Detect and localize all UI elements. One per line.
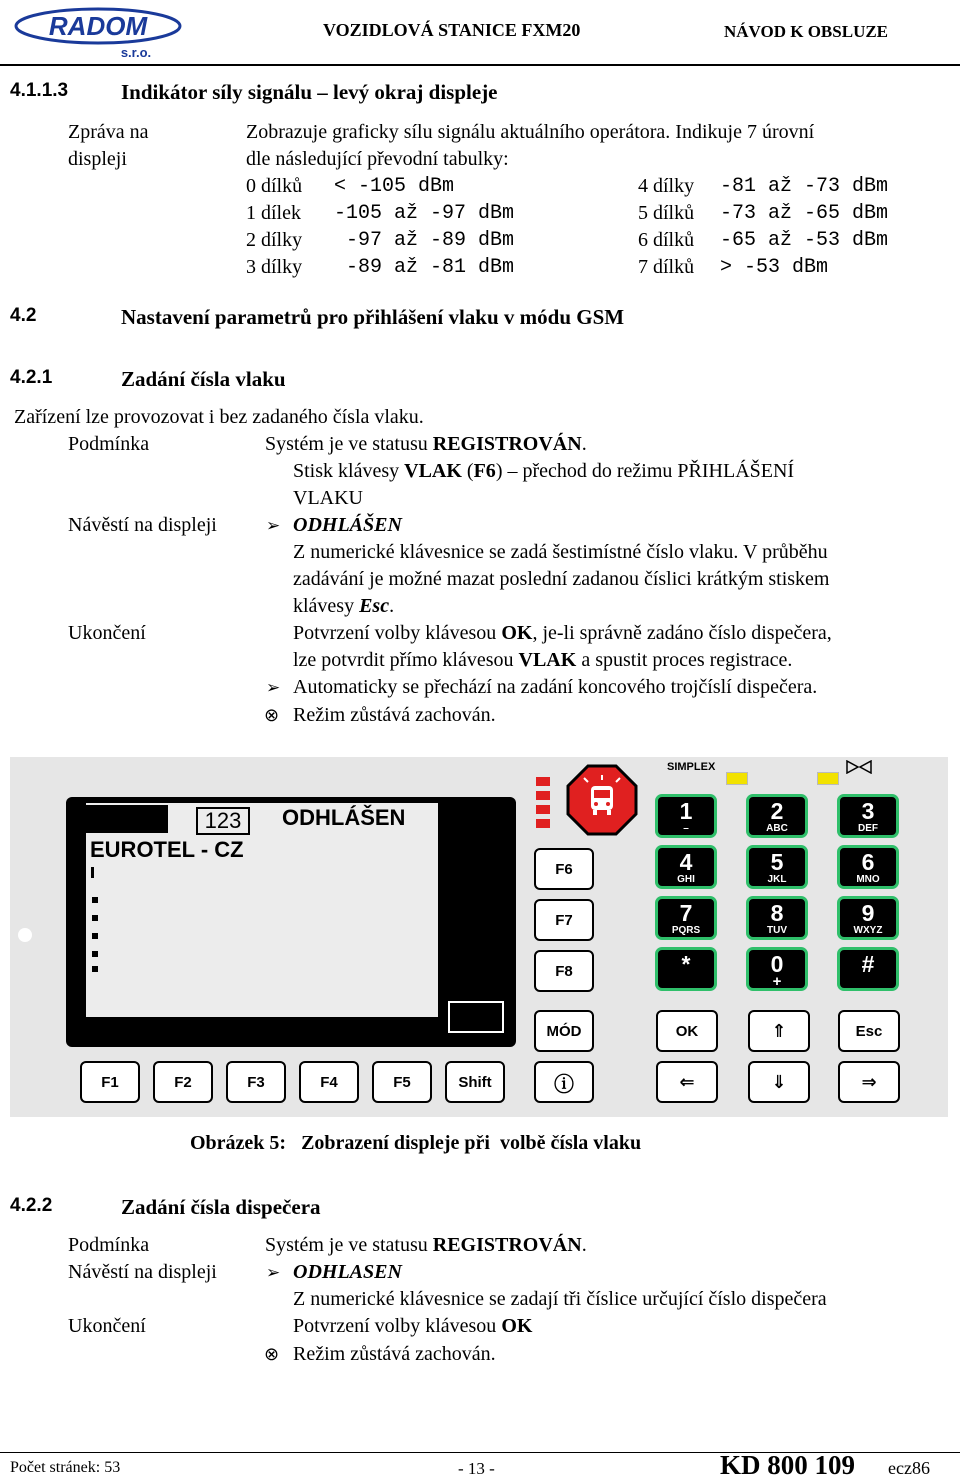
f8-key[interactable]: F8 xyxy=(534,950,594,992)
figure-caption: Obrázek 5: Zobrazení displeje při volbě čísla vlaku xyxy=(190,1132,642,1154)
table-row-value: > -53 dBm xyxy=(720,256,829,279)
red-led-strip xyxy=(536,777,550,837)
section-title: Nastavení parametrů pro přihlášení vlaku v módu GSM xyxy=(121,305,625,329)
label-podminka: Podmínka xyxy=(68,1234,150,1256)
table-row-value: < -105 dBm xyxy=(334,175,455,198)
arrow-bullet-icon: ➢ xyxy=(266,516,281,536)
ukonceni-text: Potvrzení volby klávesou OK xyxy=(293,1315,533,1337)
document-code: KD 800 109 xyxy=(720,1450,855,1480)
section-number: 4.1.1.3 xyxy=(10,80,69,101)
condition-text: Systém je ve statusu REGISTROVÁN. xyxy=(265,1234,587,1256)
key-9[interactable]: 9 WXYZ xyxy=(837,896,899,940)
volume-icon xyxy=(846,760,872,779)
label-ukonceni: Ukončení xyxy=(68,1315,146,1337)
table-row-value: -97 až -89 dBm xyxy=(334,229,515,252)
table-row-value: -81 až -73 dBm xyxy=(720,175,889,198)
key-3[interactable]: 3 DEF xyxy=(837,794,899,838)
intro-text: Zařízení lze provozovat i bez zadaného čísla vlaku. xyxy=(14,406,424,428)
section-title: Zadání čísla vlaku xyxy=(121,367,286,391)
lcd-train-number: 123 xyxy=(196,807,250,835)
down-key[interactable]: ⇓ xyxy=(748,1061,810,1103)
label-podminka: Podmínka xyxy=(68,433,150,455)
f4-key[interactable]: F4 xyxy=(299,1061,359,1103)
key-6[interactable]: 6 MNO xyxy=(837,845,899,889)
label-displeji: displeji xyxy=(68,148,127,170)
table-row-name: 0 dílků xyxy=(246,175,303,197)
circled-x-icon: ⊗ xyxy=(264,1344,280,1365)
label-zprava: Zpráva na xyxy=(68,121,149,143)
header-manual: NÁVOD K OBSLUZE xyxy=(724,22,889,41)
lcd-status: ODHLÁŠEN xyxy=(282,805,406,830)
label-navesti: Návěstí na displeji xyxy=(68,1261,217,1283)
signal-bar xyxy=(92,966,98,972)
right-key[interactable]: ⇒ xyxy=(838,1061,900,1103)
ukonceni-text-2: lze potvrdit přímo klávesou VLAK a spustit proces registrace. xyxy=(293,649,793,671)
document-id: ecz86 xyxy=(888,1458,930,1478)
signal-bar xyxy=(92,915,98,921)
numeric-text-3: klávesy Esc. xyxy=(293,595,395,617)
table-row-name: 1 dílek xyxy=(246,202,301,224)
simplex-led xyxy=(726,772,748,785)
esc-key[interactable]: Esc xyxy=(838,1010,900,1052)
signal-bar xyxy=(91,867,94,878)
table-row-value: -89 až -81 dBm xyxy=(334,256,515,279)
ukonceni-text-1: Potvrzení volby klávesou OK, je-li správně zadáno číslo dispečera, xyxy=(293,622,832,644)
logo-text: RADOM xyxy=(48,11,148,41)
mount-hole xyxy=(18,928,32,942)
table-row-value: -65 až -53 dBm xyxy=(720,229,889,252)
up-key[interactable]: ⇑ xyxy=(748,1010,810,1052)
display-message: ODHLASEN xyxy=(293,1261,402,1283)
key-hash[interactable]: # xyxy=(837,947,899,991)
section-number: 4.2.2 xyxy=(10,1195,53,1216)
key-7[interactable]: 7 PQRS xyxy=(655,896,717,940)
f2-key[interactable]: F2 xyxy=(153,1061,213,1103)
arrow-bullet-icon: ➢ xyxy=(266,1263,281,1283)
shift-key[interactable]: Shift xyxy=(445,1061,505,1103)
section-title: Indikátor síly signálu – levý okraj displeje xyxy=(121,80,498,104)
header-title: VOZIDLOVÁ STANICE FXM20 xyxy=(323,20,581,40)
table-row-value: -105 až -97 dBm xyxy=(334,202,515,225)
section-title: Zadání čísla dispečera xyxy=(121,1195,321,1219)
table-row-name: 7 dílků xyxy=(638,256,695,278)
lcd-display xyxy=(66,797,516,1047)
numeric-text: Z numerické klávesnice se zadají tři číslice určující číslo dispečera xyxy=(293,1288,827,1310)
lcd-corner-box xyxy=(448,1001,504,1033)
key-4[interactable]: 4 GHI xyxy=(655,845,717,889)
status-led xyxy=(817,772,839,785)
emergency-button[interactable] xyxy=(566,764,638,836)
table-row-name: 5 dílků xyxy=(638,202,695,224)
lcd-screen xyxy=(86,803,438,1017)
label-ukonceni: Ukončení xyxy=(68,622,146,644)
circled-x-icon: ⊗ xyxy=(264,705,280,726)
f1-key[interactable]: F1 xyxy=(80,1061,140,1103)
f3-key[interactable]: F3 xyxy=(226,1061,286,1103)
simplex-label: SIMPLEX xyxy=(667,761,716,773)
signal-bar xyxy=(92,897,98,903)
signal-bar xyxy=(92,951,98,957)
key-8[interactable]: 8 TUV xyxy=(746,896,808,940)
key-1[interactable]: 1 – xyxy=(655,794,717,838)
lcd-operator: EUROTEL - CZ xyxy=(90,837,244,862)
key-2[interactable]: 2 ABC xyxy=(746,794,808,838)
page-count: Počet stránek: 53 xyxy=(10,1459,121,1476)
lcd-black-block xyxy=(86,805,168,833)
header-divider xyxy=(0,64,960,66)
section-number: 4.2 xyxy=(10,305,37,326)
signal-bar xyxy=(92,933,98,939)
radom-logo xyxy=(10,4,192,60)
f7-key[interactable]: F7 xyxy=(534,899,594,941)
f5-key[interactable]: F5 xyxy=(372,1061,432,1103)
arrow-bullet-icon: ➢ xyxy=(266,678,281,698)
section-number: 4.2.1 xyxy=(10,367,53,388)
table-row-name: 6 dílků xyxy=(638,229,695,251)
rezim-text: Režim zůstává zachován. xyxy=(293,1343,496,1365)
stisk-text: Stisk klávesy VLAK (F6) – přechod do režimu PŘIHLÁŠENÍ xyxy=(293,460,795,482)
display-message: ODHLÁŠEN xyxy=(293,514,402,536)
stisk-text-2: VLAKU xyxy=(293,487,363,509)
table-row-value: -73 až -65 dBm xyxy=(720,202,889,225)
ok-key[interactable]: OK xyxy=(656,1010,718,1052)
label-navesti: Návěstí na displeji xyxy=(68,514,217,536)
left-key[interactable]: ⇐ xyxy=(656,1061,718,1103)
signal-text-2: dle následující převodní tabulky: xyxy=(246,148,509,170)
key-star[interactable]: * xyxy=(655,947,717,991)
table-row-name: 3 dílky xyxy=(246,256,303,278)
rezim-text: Režim zůstává zachován. xyxy=(293,704,496,726)
numeric-text-1: Z numerické klávesnice se zadá šestimístné číslo vlaku. V průběhu xyxy=(293,541,828,563)
numeric-text-2: zadávání je možné mazat poslední zadanou číslici krátkým stiskem xyxy=(293,568,830,590)
f6-key[interactable]: F6 xyxy=(534,848,594,890)
signal-text-1: Zobrazuje graficky sílu signálu aktuálního operátora. Indikuje 7 úrovní xyxy=(246,121,815,143)
key-0[interactable]: 0 + xyxy=(746,947,808,991)
table-row-name: 4 dílky xyxy=(638,175,695,197)
power-key[interactable]: ⓘ xyxy=(534,1061,594,1103)
table-row-name: 2 dílky xyxy=(246,229,303,251)
condition-text: Systém je ve statusu REGISTROVÁN. xyxy=(265,433,587,455)
page-number: - 13 - xyxy=(458,1459,495,1478)
mod-key[interactable]: MÓD xyxy=(534,1010,594,1052)
logo-subtext: s.r.o. xyxy=(120,45,152,60)
auto-text: Automaticky se přechází na zadání koncového trojčíslí dispečera. xyxy=(293,676,818,698)
key-5[interactable]: 5 JKL xyxy=(746,845,808,889)
